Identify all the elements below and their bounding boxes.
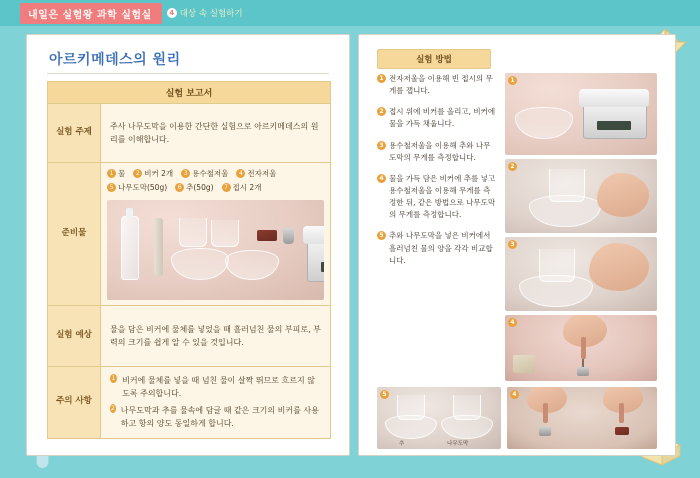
digital-scale-display bbox=[321, 262, 324, 272]
ribbon-group bbox=[20, 2, 243, 24]
photo-number: 5 bbox=[380, 390, 389, 399]
digital-scale-body bbox=[307, 240, 324, 282]
item-label: 추(50g) bbox=[186, 183, 214, 193]
dish-1 bbox=[171, 248, 229, 280]
table-row bbox=[48, 163, 330, 306]
spring-scale-right bbox=[619, 403, 624, 423]
list-item bbox=[377, 106, 497, 130]
digital-scale-platform bbox=[303, 226, 324, 244]
step-number: 4 bbox=[377, 174, 386, 183]
list-item bbox=[222, 182, 262, 194]
step-label: 대상 속 실험하기 bbox=[179, 9, 243, 19]
list-item bbox=[377, 73, 497, 97]
row-value-subject: 주사 나무도막을 이용한 간단한 실험으로 아르키메데스의 원리를 이해합니다. bbox=[101, 104, 330, 162]
report-table bbox=[47, 81, 331, 439]
item-number: 1 bbox=[107, 169, 116, 178]
item-label: 나무도막(50g) bbox=[118, 183, 168, 193]
spring-scale-left bbox=[543, 403, 548, 423]
row-value-prediction: 물을 담은 비커에 물체를 넣었을 때 흘러넘친 물의 부피로, 부력의 크기를 쉽게 알 수 있을 것입니다. bbox=[101, 306, 330, 366]
materials-list bbox=[107, 168, 324, 195]
list-item bbox=[133, 168, 173, 180]
row-label-materials: 준비물 bbox=[48, 163, 101, 305]
digital-scale-platform bbox=[579, 89, 649, 107]
item-label: 용수철저울 bbox=[192, 169, 229, 178]
weight-50g bbox=[283, 228, 294, 244]
list-item bbox=[110, 404, 321, 430]
top-ribbon-bar bbox=[0, 0, 700, 26]
list-item bbox=[377, 230, 497, 266]
wood-block-right bbox=[615, 427, 629, 435]
photo-number: 4 bbox=[508, 318, 517, 327]
list-item bbox=[175, 182, 213, 194]
photo-number: 2 bbox=[508, 162, 517, 171]
item-label: 비커 2개 bbox=[144, 169, 174, 178]
list-item bbox=[377, 140, 497, 164]
spring-scale bbox=[154, 218, 163, 276]
step-text: 추와 나무도막을 넣은 비커에서 흘러넘친 물의 양을 각각 비교합니다. bbox=[389, 231, 493, 265]
row-label-subject: 실험 주제 bbox=[48, 104, 101, 162]
item-label: 물 bbox=[118, 169, 126, 178]
step-number: 2 bbox=[377, 107, 386, 116]
materials-photo bbox=[107, 200, 324, 300]
photo-number: 4 bbox=[510, 390, 519, 399]
list-item bbox=[107, 168, 125, 180]
beaker bbox=[549, 169, 585, 202]
page-title: 아르키메데스의 원리 bbox=[49, 52, 181, 68]
list-item bbox=[110, 374, 321, 400]
beaker-right bbox=[453, 395, 481, 420]
beaker-left bbox=[397, 395, 425, 420]
beaker bbox=[539, 249, 575, 282]
empty-dish bbox=[515, 107, 573, 139]
photo-caption-left: 추 bbox=[399, 441, 405, 447]
procedure-photo-1 bbox=[505, 73, 657, 155]
report-table-header: 실험 보고서 bbox=[48, 82, 330, 104]
table-row bbox=[48, 104, 330, 163]
step-text: 전자저울을 이용해 빈 접시의 무게를 잽니다. bbox=[389, 74, 493, 96]
hand bbox=[597, 173, 649, 217]
item-number: 5 bbox=[107, 183, 116, 192]
list-item bbox=[377, 173, 497, 222]
step-badge bbox=[167, 7, 243, 19]
procedure-photo-5 bbox=[377, 387, 501, 449]
photo-number: 1 bbox=[508, 76, 517, 85]
step-number: 3 bbox=[377, 141, 386, 150]
table-row bbox=[48, 306, 330, 367]
beaker-2 bbox=[211, 220, 239, 247]
item-number: 2 bbox=[110, 405, 115, 413]
left-page bbox=[26, 34, 350, 456]
item-number: 1 bbox=[111, 374, 116, 382]
spring-scale-body bbox=[581, 337, 586, 359]
wood-block bbox=[257, 230, 277, 241]
row-value-caution bbox=[101, 367, 330, 438]
step-text: 접시 위에 비커를 올리고, 비커에 물을 가득 채웁니다. bbox=[389, 107, 496, 129]
item-label: 전자저울 bbox=[247, 169, 277, 178]
item-number: 6 bbox=[175, 183, 184, 192]
item-number: 7 bbox=[222, 183, 231, 192]
step-number: 4 bbox=[167, 8, 177, 18]
water-bottle bbox=[121, 216, 139, 280]
procedure-photo-3 bbox=[505, 237, 657, 311]
digital-scale-display bbox=[597, 121, 631, 130]
procedure-photo-2 bbox=[505, 159, 657, 233]
step-text: 물을 가득 담은 비커에 추를 넣고 용수철저울을 이용해 무게를 측정한 뒤, 같은 방법으로 나무도막의 무게를 측정합니다. bbox=[389, 173, 496, 220]
step-number: 5 bbox=[377, 231, 386, 240]
item-number: 4 bbox=[236, 169, 245, 178]
row-value-materials bbox=[101, 163, 330, 305]
procedure-photo-6 bbox=[507, 387, 657, 449]
photo-caption-right: 나무도막 bbox=[447, 441, 469, 447]
title-divider bbox=[47, 73, 329, 74]
row-label-caution: 주의 사항 bbox=[48, 367, 101, 438]
table-row bbox=[48, 367, 330, 438]
procedure-header: 실험 방법 bbox=[377, 49, 491, 69]
procedure-step-list bbox=[377, 73, 497, 276]
item-label: 비커에 물체를 넣을 때 넘친 물이 살짝 뛰므로 흐르지 않도록 주의합니다. bbox=[122, 375, 315, 398]
step-text: 용수철저울을 이용해 추와 나무도막의 무게를 측정합니다. bbox=[389, 140, 491, 162]
item-label: 접시 2개 bbox=[232, 183, 262, 193]
item-label: 나무도막과 추를 물속에 담글 때 같은 크기의 비커를 사용하고 항의 양도 동일하게 합니다. bbox=[120, 406, 319, 429]
wood-block bbox=[513, 355, 535, 373]
hanging-weight bbox=[577, 367, 589, 376]
step-number: 1 bbox=[377, 74, 386, 83]
beaker-1 bbox=[179, 218, 207, 247]
row-label-prediction: 실험 예상 bbox=[48, 306, 101, 366]
list-item bbox=[236, 168, 276, 180]
item-number: 3 bbox=[181, 169, 190, 178]
series-badge: 내일은 실험왕 과학 실험실 bbox=[20, 3, 162, 24]
procedure-photo-4 bbox=[505, 315, 657, 381]
right-page bbox=[358, 34, 676, 456]
photo-number: 3 bbox=[508, 240, 517, 249]
item-number: 2 bbox=[133, 169, 142, 178]
dish-2 bbox=[225, 250, 279, 280]
weight-left bbox=[539, 427, 551, 436]
bottle-neck bbox=[126, 208, 133, 218]
list-item bbox=[181, 168, 228, 180]
list-item bbox=[107, 182, 167, 194]
hand bbox=[589, 243, 649, 291]
